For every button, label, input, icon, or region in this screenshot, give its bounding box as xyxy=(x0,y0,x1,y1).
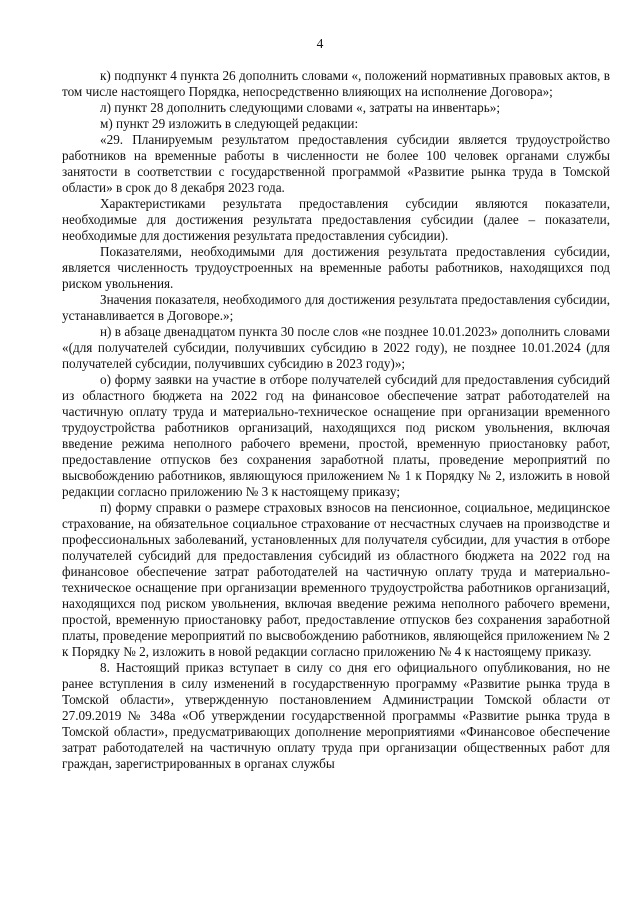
paragraph-l: л) пункт 28 дополнить следующими словами «, затраты на инвентарь»; xyxy=(100,100,501,115)
page-number: 4 xyxy=(316,36,324,51)
paragraph-29: «29. Планируемым результатом предоставления субсидии является трудоустройство работников на временные работы в численности не более 100 человек органами службы занятости в соответствии с государственной программой «Развитие рынка труда в Томской области» в срок до 8 декабря 2023 года. xyxy=(62,132,610,195)
paragraph-indicator-values: Значения показателя, необходимого для достижения результата предоставления субсидии, устанавливается в Договоре.»; xyxy=(62,292,610,323)
paragraph-indicators: Показателями, необходимыми для достижения результата предоставления субсидии, является численность трудоустроенных на временные работы работников, находящихся под риском увольнения. xyxy=(62,244,610,291)
paragraph-p: п) форму справки о размере страховых взносов на пенсионное, социальное, медицинское страхование, на обязательное социальное страхование от несчастных случаев на производстве и профессиональных заболеваний, установленных для получателя субсидии, для участия в отборе получателей субсидий для предоставления субсидий из областного бюджета на 2022 год на финансовое обеспечение затрат работодателей на частичную оплату труда и материально-техническое оснащение при организации временного трудоустройства работников организаций, находящихся под риском увольнения, включая введение режима неполного рабочего времени, простой, временную приостановку работ, предоставление отпусков без сохранения заработной платы, проведение мероприятий по высвобождению работников, являющейся приложением № 2 к Порядку № 2, изложить в новой редакции согласно приложению № 4 к настоящему приказу. xyxy=(62,500,610,659)
paragraph-k: к) подпункт 4 пункта 26 дополнить словами «, положений нормативных правовых актов, в том числе настоящего Порядка, непосредственно влияющих на исполнение Договора»; xyxy=(62,68,610,99)
paragraph-m: м) пункт 29 изложить в следующей редакции: xyxy=(100,116,359,131)
paragraph-o: о) форму заявки на участие в отборе получателей субсидий для предоставления субсидий из областного бюджета на 2022 год на финансовое обеспечение затрат работодателей на частичную оплату труда и материально-техническое оснащение при организации временного трудоустройства работников организаций, находящихся под риском увольнения, включая введение режима неполного рабочего времени, простой, временную приостановку работ, предоставление отпусков без сохранения заработной платы, проведение мероприятий по высвобождению работников, являющуюся приложением № 1 к Порядку № 2, изложить в новой редакции согласно приложению № 3 к настоящему приказу; xyxy=(62,372,610,499)
paragraph-n: н) в абзаце двенадцатом пункта 30 после слов «не позднее 10.01.2023» дополнить словами «(для получателей субсидии, получивших субсидию в 2022 году), не позднее 10.01.2024 (для получателей субсидии, получивших субсидию в 2023 году)»; xyxy=(62,324,610,371)
paragraph-characteristics: Характеристиками результата предоставления субсидии являются показатели, необходимые для достижения результата предоставления субсидии (далее – показатели, необходимые для достижения результата предоставления субсидии). xyxy=(62,196,610,243)
document-body xyxy=(62,68,610,772)
paragraph-8: 8. Настоящий приказ вступает в силу со дня его официального опубликования, но не ранее вступления в силу изменений в государственную программу «Развитие рынка труда в Томской области», утвержденную постановлением Администрации Томской области от 27.09.2019 № 348а «Об утверждении государственной программы «Развитие рынка труда в Томской области», предусматривающих дополнение мероприятиями «Финансовое обеспечение затрат работодателей на частичную оплату труда при организации общественных работ для граждан, зарегистрированных в органах службы xyxy=(62,660,610,771)
